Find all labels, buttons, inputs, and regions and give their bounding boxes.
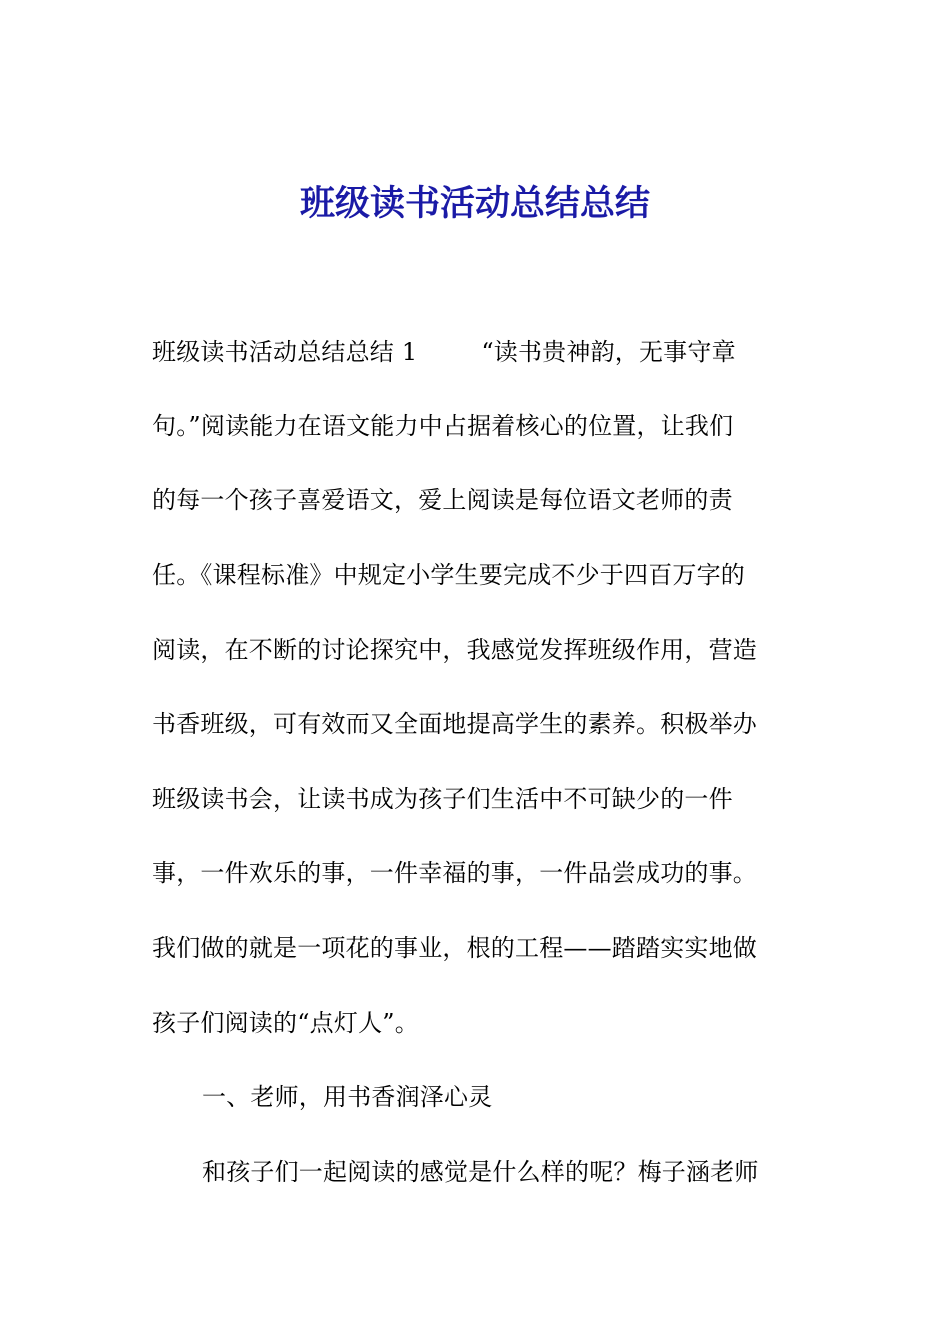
paragraph-line-4: 任。《课程标准》中规定小学生要完成不少于四百万字的 bbox=[152, 561, 745, 589]
paragraph-text: “读书贵神韵，无事守章 bbox=[481, 338, 736, 366]
paragraph-line-6: 书香班级，可有效而又全面地提高学生的素养。积极举办 bbox=[152, 710, 757, 738]
paragraph-line-8: 事，一件欢乐的事，一件幸福的事，一件品尝成功的事。 bbox=[152, 859, 757, 887]
section-heading: 班级读书活动总结总结 1 bbox=[152, 338, 418, 366]
paragraph-line-3: 的每一个孩子喜爱语文，爱上阅读是每位语文老师的责 bbox=[152, 486, 733, 514]
subheading: 一、老师，用书香润泽心灵 bbox=[202, 1083, 493, 1111]
paragraph-line-1 bbox=[152, 336, 792, 368]
document-title: 班级读书活动总结总结 bbox=[299, 184, 650, 224]
paragraph-line-9: 我们做的就是一项花的事业，根的工程——踏踏实实地做 bbox=[152, 934, 757, 962]
paragraph-line-10: 孩子们阅读的“点灯人”。 bbox=[152, 1009, 419, 1037]
paragraph-2-line-1: 和孩子们一起阅读的感觉是什么样的呢？梅子涵老师 bbox=[202, 1158, 759, 1186]
paragraph-line-5: 阅读，在不断的讨论探究中，我感觉发挥班级作用，营造 bbox=[152, 636, 757, 664]
paragraph-line-7: 班级读书会，让读书成为孩子们生活中不可缺少的一件 bbox=[152, 785, 733, 813]
paragraph-line-2: 句。”阅读能力在语文能力中占据着核心的位置，让我们 bbox=[152, 412, 734, 440]
